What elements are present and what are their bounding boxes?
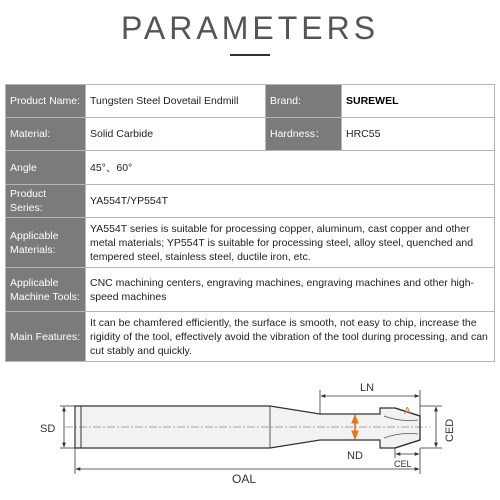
brand-value: SUREWEL — [342, 85, 495, 118]
main-features-label: Main Features: — [6, 312, 86, 362]
applicable-machine-tools-value: CNC machining centers, engraving machines, engraving machines and other high-speed machines — [86, 268, 495, 312]
angle-value: 45°、60° — [86, 151, 495, 185]
nd-label: ND — [347, 450, 363, 462]
title-underline — [230, 54, 270, 56]
applicable-materials-value: YA554T series is suitable for processing copper, aluminum, cast copper and other metal materials; YP554T is suitable for processing steel, alloy steel, quenched and tempered steel, stainless steel, ductile iron, etc. — [86, 218, 495, 268]
table-row-product-series — [6, 185, 495, 218]
angle-a-label: A — [404, 406, 411, 417]
oal-label: OAL — [232, 472, 257, 486]
product-series-value: YA554T/YP554T — [86, 185, 495, 218]
angle-label: Angle — [6, 151, 86, 185]
endmill-dimension-diagram — [0, 370, 500, 500]
hardness-value: HRC55 — [342, 118, 495, 151]
table-row-applicable-machine-tools — [6, 268, 495, 312]
ln-label: LN — [360, 382, 375, 394]
page-title: PARAMETERS — [120, 10, 380, 46]
product-name-value: Tungsten Steel Dovetail Endmill — [86, 85, 266, 118]
table-row-product-name — [6, 85, 495, 118]
hardness-label: Hardness： — [266, 118, 342, 151]
cel-label: CEL — [394, 459, 412, 469]
table-row-angle — [6, 151, 495, 185]
product-name-label: Product Name: — [6, 85, 86, 118]
table-row-material — [6, 118, 495, 151]
product-series-label: Product Series: — [6, 185, 86, 218]
table-row-main-features — [6, 312, 495, 362]
material-label: Material: — [6, 118, 86, 151]
main-features-value: It can be chamfered efficiently, the surface is smooth, not easy to chip, increase the rigidity of the tool, effectively avoid the vibration of the tool during processing, and can cut stably and quickly. — [86, 312, 495, 362]
sd-label: SD — [40, 423, 56, 435]
table-row-applicable-materials — [6, 218, 495, 268]
material-value: Solid Carbide — [86, 118, 266, 151]
parameters-table — [5, 84, 495, 362]
applicable-materials-label: Applicable Materials: — [6, 218, 86, 268]
brand-label: Brand: — [266, 85, 342, 118]
applicable-machine-tools-label: Applicable Machine Tools: — [6, 268, 86, 312]
ced-label: CED — [444, 418, 456, 442]
